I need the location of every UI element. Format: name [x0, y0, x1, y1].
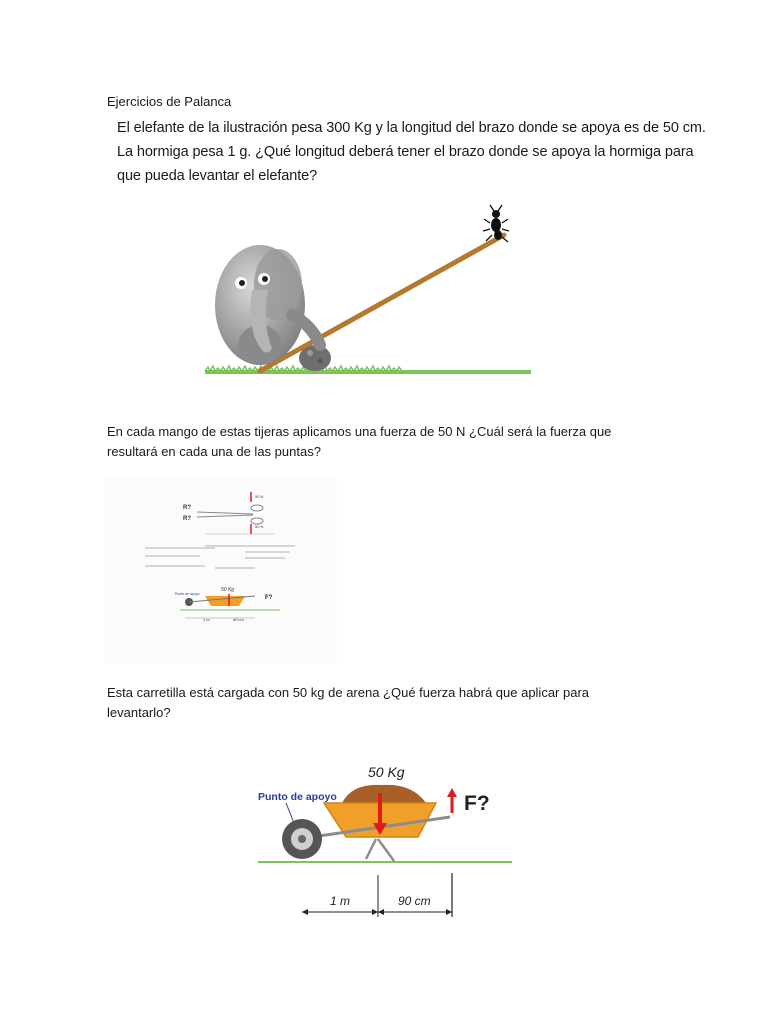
exercise-3-line-2: levantarlo? [107, 705, 171, 720]
page-title: Ejercicios de Palanca [107, 94, 232, 109]
barrow-legs [366, 839, 394, 861]
exercise-2-text [107, 422, 611, 462]
distance-1-label: 1 m [330, 894, 351, 908]
exercise-2-line-1: En cada mango de estas tijeras aplicamos una fuerza de 50 N ¿Cuál será la fuerza que [107, 424, 612, 439]
wheelbarrow-figure [250, 755, 520, 925]
thumb-mass-label: 50 Kg [221, 587, 235, 593]
scissors-figure-thumbnail [105, 478, 337, 664]
exercise-1-line-2: La hormiga pesa 1 g. ¿Qué longitud deberá tener el brazo donde se apoya la hormiga para [117, 144, 694, 160]
label-force-bottom: 50 N [255, 524, 264, 529]
label-force-top: 50 N [255, 494, 264, 499]
exercise-1-line-3: que pueda levantar el elefante? [117, 168, 318, 184]
label-r2: R? [183, 516, 191, 522]
elephant-lever-illustration [200, 195, 540, 385]
grass-line [205, 366, 531, 374]
wheel-icon [282, 819, 322, 859]
thumb-force-label: F? [265, 595, 273, 601]
label-r1: R? [183, 505, 191, 511]
thumb-support-label: Punto de apoyo [175, 592, 200, 596]
exercise-3-line-1: Esta carretilla está cargada con 50 kg de arena ¿Qué fuerza habrá que aplicar para [107, 685, 590, 700]
exercise-1-line-1: El elefante de la ilustración pesa 300 Kg y la longitud del brazo donde se apoya es de 50 cm. [117, 120, 706, 136]
mass-label: 50 Kg [368, 764, 405, 780]
force-arrow-icon [447, 788, 457, 813]
distance-2-label: 90 cm [398, 894, 431, 908]
exercise-3-text [107, 683, 589, 723]
exercise-2-line-2: resultará en cada una de las puntas? [107, 444, 321, 459]
sand-heap [342, 785, 426, 803]
support-label: Punto de apoyo [258, 791, 337, 803]
thumb-dist2: 90 cm [233, 617, 244, 622]
force-label: F? [464, 792, 490, 815]
thumb-dist1: 1 m [203, 617, 210, 622]
exercise-1-text [117, 116, 706, 188]
